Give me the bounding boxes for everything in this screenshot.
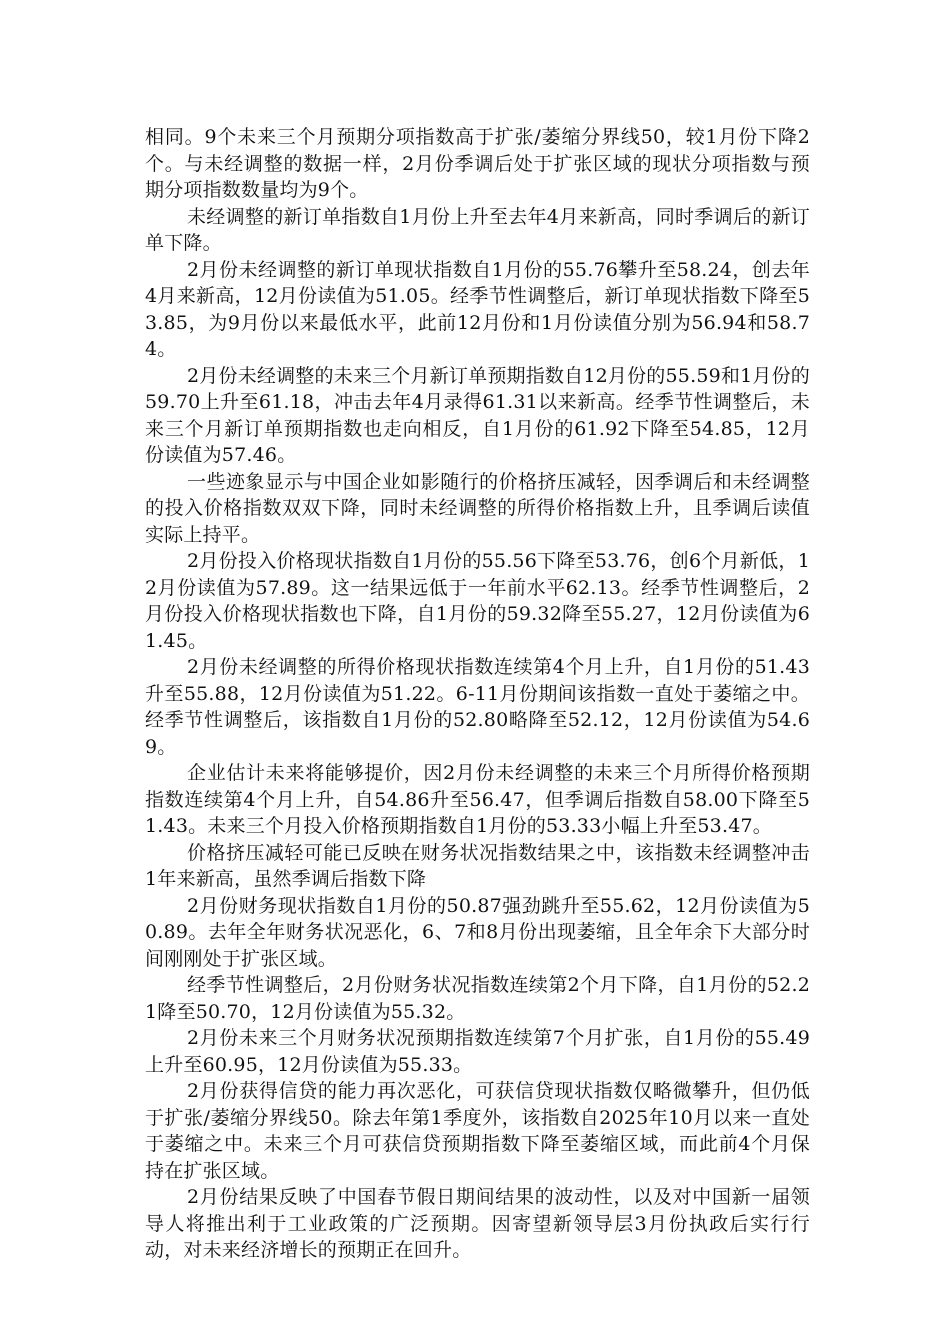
paragraph: 企业估计未来将能够提价，因2月份未经调整的未来三个月所得价格预期指数连续第4个月上升，自54.86升至56.47，但季调后指数自58.00下降至51.43。未来三个月投入价格预期指数自1月份的53.33小幅上升至53.47。 [145,762,810,837]
paragraph: 2月份未经调整的未来三个月新订单预期指数自12月份的55.59和1月份的59.70上升至61.18，冲击去年4月录得61.31以来新高。经季节性调整后，未来三个月新订单预期指数也走向相反，自1月份的61.92下降至54.85，12月份读值为57.46。 [145,364,810,466]
paragraph-continuation: 相同。9个未来三个月预期分项指数高于扩张/萎缩分界线50，较1月份下降2个。与未经调整的数据一样，2月份季调后处于扩张区域的现状分项指数与预期分项指数数量均为9个。 [145,126,810,201]
paragraph: 价格挤压减轻可能已反映在财务状况指数结果之中，该指数未经调整冲击1年来新高，虽然季调后指数下降 [145,841,810,890]
paragraph: 2月份未经调整的所得价格现状指数连续第4个月上升，自1月份的51.43升至55.88，12月份读值为51.22。6-11月份期间该指数一直处于萎缩之中。经季节性调整后，该指数自1月份的52.80略降至52.12，12月份读值为54.69。 [145,656,810,758]
paragraph: 2月份未经调整的新订单现状指数自1月份的55.76攀升至58.24，创去年4月来新高，12月份读值为51.05。经季节性调整后，新订单现状指数下降至53.85，为9月份以来最低水平，此前12月份和1月份读值分别为56.94和58.74。 [145,258,810,360]
paragraph: 2月份财务现状指数自1月份的50.87强劲跳升至55.62，12月份读值为50.89。去年全年财务状况恶化，6、7和8月份出现萎缩，且全年余下大部分时间刚刚处于扩张区域。 [145,894,810,970]
paragraph: 一些迹象显示与中国企业如影随行的价格挤压减轻，因季调后和未经调整的投入价格指数双双下降，同时未经调整的所得价格指数上升，且季调后读值实际上持平。 [145,470,810,546]
paragraph: 未经调整的新订单指数自1月份上升至去年4月来新高，同时季调后的新订单下降。 [145,205,810,254]
paragraph: 经季节性调整后，2月份财务状况指数连续第2个月下降，自1月份的52.21降至50.70，12月份读值为55.32。 [145,974,810,1023]
document-body [145,124,810,1264]
paragraph: 2月份投入价格现状指数自1月份的55.56下降至53.76，创6个月新低，12月份读值为57.89。这一结果远低于一年前水平62.13。经季节性调整后，2月份投入价格现状指数也下降，自1月份的59.32降至55.27，12月份读值为61.45。 [145,550,810,652]
paragraph: 2月份获得信贷的能力再次恶化，可获信贷现状指数仅略微攀升，但仍低于扩张/萎缩分界线50。除去年第1季度外，该指数自2025年10月以来一直处于萎缩之中。未来三个月可获信贷预期指数下降至萎缩区域，而此前4个月保持在扩张区域。 [145,1080,810,1182]
paragraph: 2月份未来三个月财务状况预期指数连续第7个月扩张，自1月份的55.49上升至60.95，12月份读值为55.33。 [145,1027,810,1076]
paragraph: 2月份结果反映了中国春节假日期间结果的波动性，以及对中国新一届领导人将推出利于工业政策的广泛预期。因寄望新领导层3月份执政后实行行动，对未来经济增长的预期正在回升。 [145,1186,810,1261]
